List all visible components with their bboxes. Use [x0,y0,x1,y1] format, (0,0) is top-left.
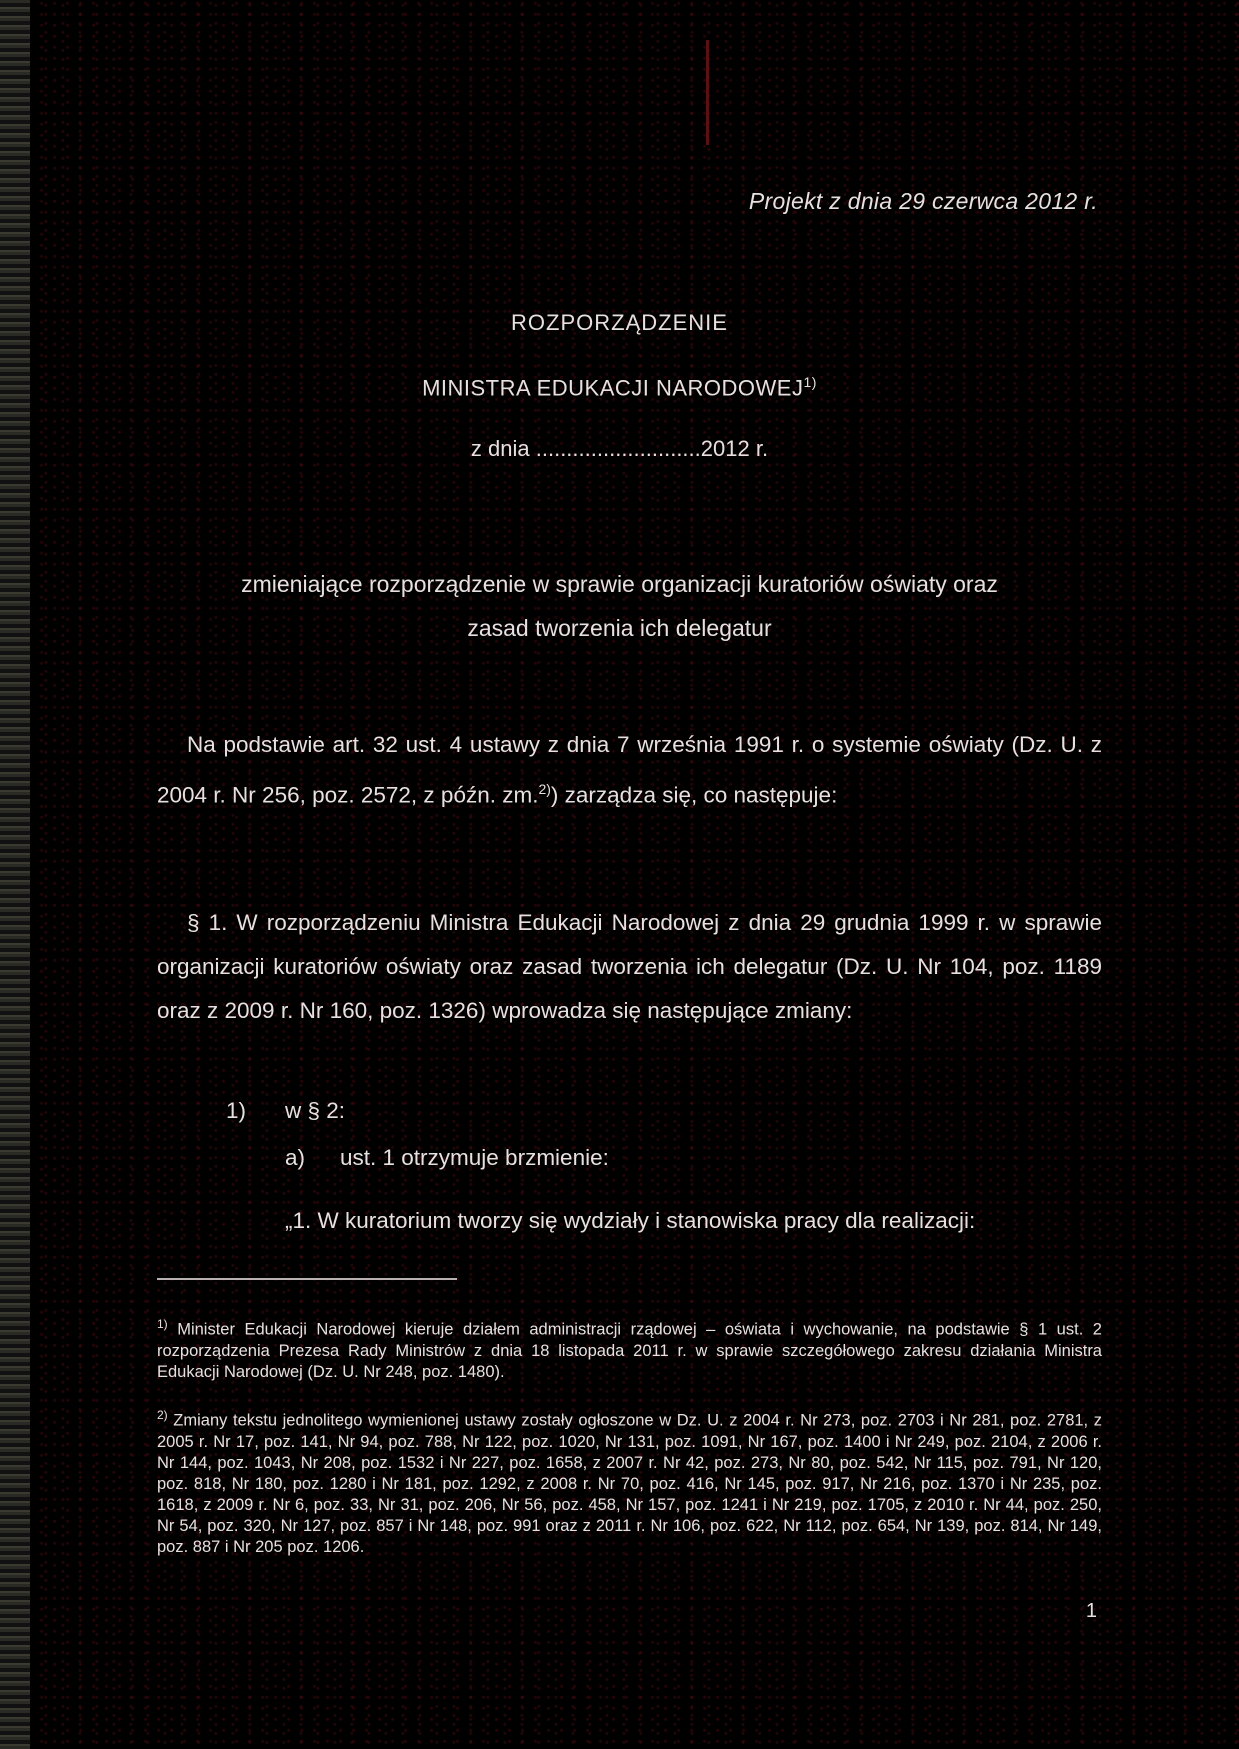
quoted-provision: „1. W kuratorium tworzy się wydziały i stanowiska pracy dla realizacji: [285,1208,976,1233]
act-type-heading: ROZPORZĄDZENIE [511,310,728,335]
footnote-separator [157,1278,457,1280]
item-1-number: 1) [226,1098,247,1123]
subject-line-2: zasad tworzenia ich delegatur [467,615,772,641]
authority-name: MINISTRA EDUKACJI NARODOWEJ [422,375,804,401]
legal-basis-paragraph [157,723,1102,818]
footnote-2-mark: 2) [157,1408,168,1422]
act-subject [0,562,1239,650]
footnote-ref-2[interactable]: 2) [538,781,551,797]
footnote-1-mark: 1) [157,1317,168,1331]
item-1-text: w § 2: [285,1098,346,1123]
authority-heading [0,374,1239,401]
draft-date: Projekt z dnia 29 czerwca 2012 r. [748,188,1098,214]
subject-line-1: zmieniające rozporządzenie w sprawie organizacji kuratoriów oświaty oraz [241,571,998,597]
section-1-paragraph: § 1. W rozporządzeniu Ministra Edukacji Narodowej z dnia 29 grudnia 1999 r. w sprawie organizacji kuratoriów oświaty oraz zasad tworzenia ich delegatur (Dz. U. Nr 104, poz. 1189 oraz z 2009 r. Nr 160, poz. 1326) wprowadza się następujące zmiany: [157,910,1102,1023]
legal-basis-text-end: ) zarządza się, co następuje: [550,782,838,808]
item-a-letter: a) [285,1145,306,1170]
footnote-1 [157,1314,1102,1383]
scan-edge [0,0,30,1749]
act-date-line: z dnia ...........................2012 r. [470,436,769,461]
item-a-text: ust. 1 otrzymuje brzmienie: [340,1145,609,1170]
footnote-2-text: Zmiany tekstu jednolitego wymienionej ustawy zostały ogłoszone w Dz. U. z 2004 r. Nr 273, poz. 2703 i Nr 281, poz. 2781, z 2005 r. Nr 17, poz. 141, Nr 94, poz. 788, Nr 122, poz. 1020, Nr 131, poz. 1091, Nr 167, poz. 1400 i Nr 249, poz. 2104, z 2006 r. Nr 144, poz. 1043, Nr 208, poz. 1532 i Nr 227, poz. 1658, z 2007 r. Nr 42, poz. 273, Nr 80, poz. 542, Nr 115, poz. 791, Nr 120, poz. 818, Nr 180, poz. 1280 i Nr 181, poz. 1292, z 2008 r. Nr 70, poz. 416, Nr 145, poz. 917, Nr 216, poz. 1370 i Nr 235, poz. 1618, z 2009 r. Nr 6, poz. 33, Nr 31, poz. 206, Nr 56, poz. 458, Nr 157, poz. 1241 i Nr 219, poz. 1705, z 2010 r. Nr 44, poz. 250, Nr 54, poz. 320, Nr 127, poz. 857 i Nr 148, poz. 991 oraz z 2011 r. Nr 106, poz. 622, Nr 112, poz. 654, Nr 139, poz. 814, Nr 149, poz. 887 i Nr 205 poz. 1206. [157,1411,1102,1556]
legal-basis-text: Na podstawie art. 32 ust. 4 ustawy z dnia 7 września 1991 r. o systemie oświaty (Dz. U. z 2004 r. Nr 256, poz. 2572, z późn. zm. [157,732,1102,808]
scan-mark [706,40,709,145]
page-number: 1 [1085,1600,1097,1622]
footnote-2 [157,1405,1102,1558]
footnote-ref-1[interactable]: 1) [803,374,817,390]
footnote-1-text: Minister Edukacji Narodowej kieruje działem administracji rządowej – oświata i wychowanie, na podstawie § 1 ust. 2 rozporządzenia Prezesa Rady Ministrów z dnia 18 listopada 2011 r. w sprawie szczegółowego zakresu działania Ministra Edukacji Narodowej (Dz. U. Nr 248, poz. 1480). [157,1320,1102,1381]
